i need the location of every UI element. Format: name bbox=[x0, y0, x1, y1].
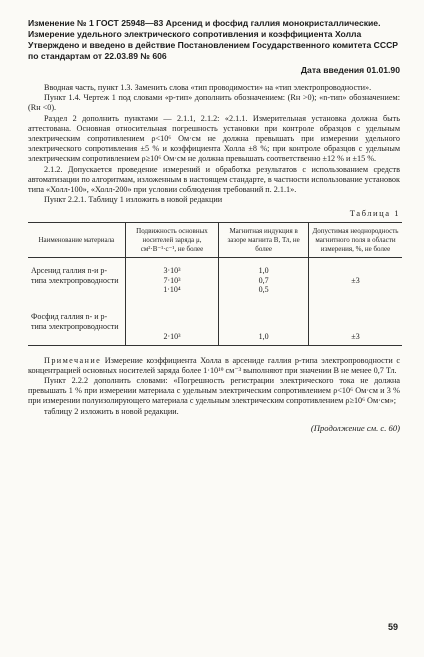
table-row bbox=[28, 258, 402, 298]
paragraph-4: 2.1.2. Допускается проведение измерений и обработка результатов с использованием средств автоматизации по алгоритмам, изложенным в настоящем стандарте, в частности использование установок типа «Холл-100», «Холл-200» при условии соблюдения требований п. 2.1.1». bbox=[28, 164, 400, 195]
paragraph-3: Раздел 2 дополнить пунктами — 2.1.1, 2.1.2: «2.1.1. Измерительная установка должна быть аттестована. Основная относительная погрешность установки при контроле образцов с удельным электрическим сопротивлением ρ<10⁶ Ом·см не должна превышать при измерении удельного электрического сопротивления ±5 % и коэффициента Холла ±8 %; при контроле образцов с удельным электрическим сопротивлением ρ≥10⁶ Ом·см не должна превышать соответственно ±12 % и ±15 %. bbox=[28, 113, 400, 164]
effective-date: Дата введения 01.01.90 bbox=[300, 65, 400, 75]
induction-value: 1,0 bbox=[258, 266, 269, 276]
note-label: Примечание bbox=[44, 355, 102, 365]
tolerance-value: ±3 bbox=[351, 332, 360, 341]
cell-tolerance bbox=[308, 258, 402, 298]
continuation-note: (Продолжение см. с. 60) bbox=[310, 422, 400, 433]
tolerance-value: ±3 bbox=[351, 276, 360, 286]
note-paragraph bbox=[28, 356, 400, 376]
cell-material: Арсенид галлия n-и p-типа электропроводности bbox=[31, 266, 119, 285]
cell-mobility bbox=[125, 258, 219, 298]
cell-material: Фосфид галлия n- и p-типа электропроводности bbox=[28, 298, 125, 345]
page-number: 59 bbox=[387, 622, 398, 632]
table-caption: Таблица 1 bbox=[349, 208, 400, 219]
induction-value: 1,0 bbox=[258, 332, 269, 341]
document-page bbox=[28, 18, 400, 433]
table-header-row bbox=[28, 223, 402, 258]
header-material: Наименование материала bbox=[28, 223, 125, 258]
mobility-value: 3·10³ bbox=[163, 266, 181, 276]
cell-induction bbox=[219, 258, 309, 298]
mobility-value: 1·10⁴ bbox=[163, 285, 181, 295]
header-tolerance: Допустимая неоднородность магнитного поля в области измерения, %, не более bbox=[308, 223, 402, 258]
body-text bbox=[28, 83, 400, 205]
cell-induction bbox=[219, 298, 309, 345]
mobility-value: 2·10³ bbox=[163, 332, 181, 341]
induction-value: 0,5 bbox=[258, 285, 269, 295]
table-1 bbox=[28, 222, 402, 345]
cell-mobility bbox=[125, 298, 219, 345]
header-induction: Магнитная индукция в зазоре магнита В, Тл, не более bbox=[219, 223, 309, 258]
amendment-header bbox=[28, 18, 400, 62]
mobility-value: 7·10³ bbox=[163, 275, 181, 285]
note-text: Измерение коэффициента Холла в арсениде галлия p-типа электропроводности с концентрацией основных носителей заряда более 1·10¹⁹ см⁻³ выполняют при значении В не менее 0,7 Тл. bbox=[28, 355, 400, 375]
table-row bbox=[28, 298, 402, 345]
induction-value: 0,7 bbox=[258, 275, 269, 285]
paragraph-7: таблицу 2 изложить в новой редакции. bbox=[44, 406, 179, 416]
approval-line: Утверждено и введено в действие Постановлением Государственного комитета СССР по стандартам от 22.03.89 № 606 bbox=[28, 40, 399, 61]
cell-tolerance bbox=[308, 298, 402, 345]
amendment-title: Изменение № 1 ГОСТ 25948—83 Арсенид и фосфид галлия монокристаллические. Измерение удельного электрического сопротивления и коэффициента Холла bbox=[28, 18, 381, 39]
header-mobility: Подвижность основных носителей заряда μ, см²·В⁻¹·с⁻¹, не более bbox=[125, 223, 219, 258]
note-section bbox=[28, 356, 400, 417]
paragraph-6: Пункт 2.2.2 дополнить словами: «Погрешность регистрации электрического тока не должна превышать 1 % при измерении материала с удельным электрическим сопротивлением ρ<10⁶ Ом·см и 3 % при измерении полуизолирующего материала с удельным электрическим сопротивлением ρ≥10⁶ Ом·см»; bbox=[28, 376, 400, 406]
paragraph-5: Пункт 2.2.1. Таблицу 1 изложить в новой редакции bbox=[44, 195, 223, 205]
paragraph-2: Пункт 1.4. Чертеж 1 под словами «p-тип» дополнить обозначением: (Rн >0); «n-тип» обозначением: (Rн <0). bbox=[28, 93, 400, 113]
paragraph-1: Вводная часть, пункт 1.3. Заменить слова «тип проводимости» на «тип электропроводности». bbox=[44, 83, 372, 92]
